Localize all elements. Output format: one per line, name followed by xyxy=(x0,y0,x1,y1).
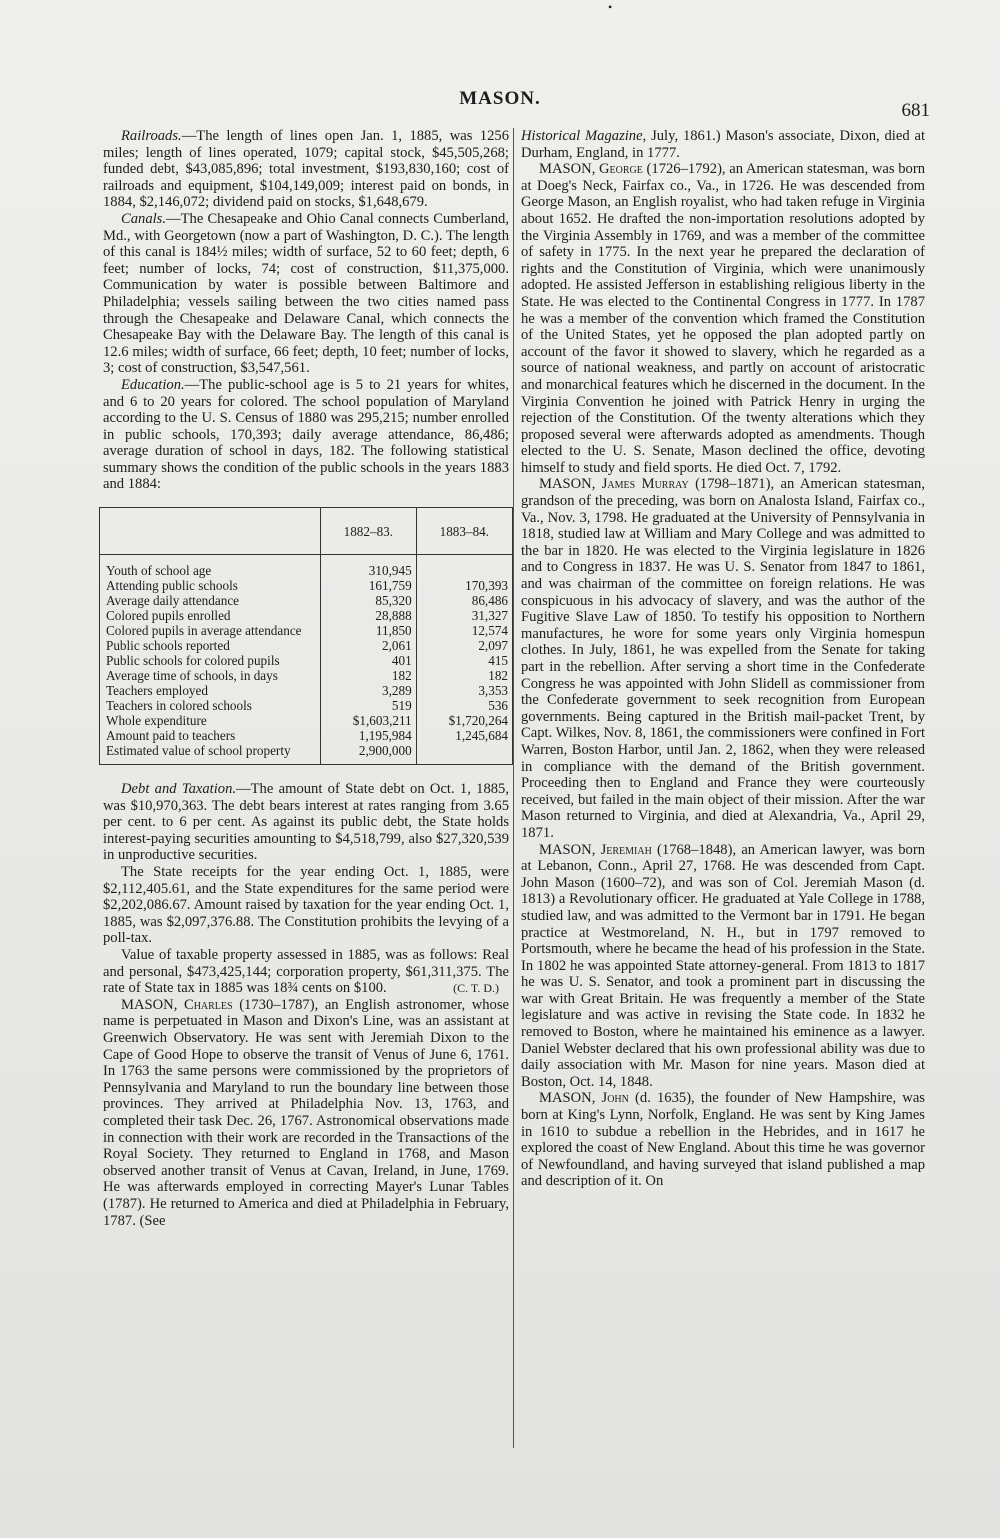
row-label: Amount paid to teachers xyxy=(106,728,236,744)
table-row xyxy=(100,698,513,713)
table-header-cell: 1883–84. xyxy=(416,508,512,555)
table-row xyxy=(100,555,513,579)
row-label: Whole expenditure xyxy=(106,713,207,729)
table-header-cell xyxy=(100,508,321,555)
entry-text: (1726–1792), an American statesman, was born at Doeg's Neck, Fairfax co., Va., in 1726. He was descended from George Mason, an English royalist, who had taken refuge in Virginia about 1652. He drafted the non-importation resolutions adopted by the Virginia Assembly in 1769, and was a member of the committee of safety in 1775. In the next year he prepared the declaration of rights and the Constitution of Virginia, which were unanimously adopted. He assisted Jefferson in establishing religious liberty in the State. He was elected to the Continental Congress in 1777. In 1787 he was a member of the convention which framed the Constitution of the United States, yet he opposed the plan adopted partly on account of the favor it showed to slavery, which he regarded as a source of national weakness, and partly on account of aristocratic and monarchical features which he discerned in the document. In the Virginia Convention he joined with Patrick Henry in urging the rejection of the Constitution. Of the twenty alterations which they proposed several were afterwards adopted as amendments. Though elected to the U. S. Senate, Mason declined the office, devoting himself to study and field sports. He died Oct. 7, 1792. xyxy=(521,161,925,476)
row-value: 3,353 xyxy=(416,683,512,698)
canals-text: —The Chesapeake and Ohio Canal connects Cumberland, Md., with Georgetown (now a part of Washington, D. C.). The length of this canal is 184½ miles; width of surface, 52 to 60 feet; depth, 6 feet; number of locks, 74; cost of construction, $11,375,000. Communication by water is possible between Baltimore and Philadelphia; vessels sailing between the two cities named pass through the Chesapeake and Delaware Canal, which connects the Chesapeake Bay with the Delaware Bay. The length of this canal is 12.6 miles; width of surface, 66 feet; depth, 10 feet; number of locks, 3; cost of construction, $3,547,561. xyxy=(103,210,509,377)
education-paragraph xyxy=(103,377,509,493)
entry-name: MASON, George xyxy=(539,161,643,178)
entry-name: MASON, Charles xyxy=(121,996,233,1013)
row-label: Average time of schools, in days xyxy=(106,668,278,684)
row-value: 11,850 xyxy=(321,623,417,638)
entry-text: (1730–1787), an English astronomer, whose name is perpetuated in Mason and Dixon's Line, was an assistant at Greenwich Observatory. He was sent with Jeremiah Dixon to the Cape of Good Hope to observe the transit of Venus of June 6, 1761. In 1763 the same persons were commissioned by the proprietors of Pennsylvania and Maryland to run the boundary line between those provinces. They arrived at Philadelphia Nov. 13, 1763, and completed their task Dec. 26, 1767. Astronomical observations made in connection with their work are recorded in the Transactions of the Royal Society. They returned to England in 1768, and Mason observed another transit of Venus at Cavan, Ireland, in June, 1769. He was afterwards employed in correcting Mayer's Lunar Tables (1787). He returned to America and died at Philadelphia in February, 1787. (See xyxy=(103,996,510,1229)
column-divider xyxy=(513,128,514,1448)
journal-title: Historical Magazine xyxy=(521,128,643,144)
continuation-text: , July, 1861.) Mason's associate, Dixon, died at Durham, England, in 1777. xyxy=(521,128,925,161)
table-row xyxy=(100,593,513,608)
row-value: 31,327 xyxy=(416,608,512,623)
row-label: Teachers in colored schools xyxy=(106,698,252,714)
entry-text: (d. 1635), the founder of New Hampshire, was born at King's Lynn, Norfolk, England. He was sent by King James in 1610 to subdue a rebellion in the Hebrides, and in 1617 he explored the coast of New England. About this time he was governor of Newfoundland, and having surveyed that island published a map and description of it. On xyxy=(521,1090,925,1190)
row-value: $1,720,264 xyxy=(416,713,512,728)
property-paragraph xyxy=(103,947,509,997)
table-row xyxy=(100,728,513,743)
canals-paragraph xyxy=(103,211,509,377)
debt-text: —The amount of State debt on Oct. 1, 1885, was $10,970,363. The debt bears interest at rates ranging from 3.65 per cent. to 6 per cent. As against its public debt, the State holds interest-paying securities amounting to $4,518,799, also $27,320,539 in unproductive securities. xyxy=(103,781,509,864)
page-number: 681 xyxy=(901,100,930,121)
table-header-row xyxy=(100,508,513,555)
row-value: 182 xyxy=(321,668,417,683)
school-statistics-table xyxy=(99,507,513,765)
row-label: Teachers employed xyxy=(106,683,208,699)
row-value: 86,486 xyxy=(416,593,512,608)
row-value: 2,061 xyxy=(321,638,417,653)
table-row xyxy=(100,608,513,623)
row-label: Colored pupils in average attendance xyxy=(106,623,302,639)
row-value: 2,900,000 xyxy=(321,743,417,765)
row-value xyxy=(416,743,512,765)
row-value: 28,888 xyxy=(321,608,417,623)
john-mason-entry xyxy=(521,1090,925,1190)
entry-text: (1798–1871), an American statesman, grandson of the preceding, was born on Analosta Island, Fairfax co., Va., Nov. 3, 1798. He graduated at the University of Pennsylvania in 1818, studied law at William and Mary College and was admitted to the bar in 1820. He was elected to the Virginia legislature in 1826 and to Congress in 1837. He was U. S. Senator from 1847 to 1861, and was chairman of the committee on foreign relations. He was conspicuous in his advocacy of slavery, and was the author of the Fugitive Slave Law of 1850. To testify his opposition to Northern manufactures, he wore for some years only Virginia homespun clothes. In July, 1861, he was expelled from the Senate for taking part in the rebellion. After serving a short time in the Confederate Congress he was appointed with John Slidell as commissioner from the Confederate government to seek recognition from European governments. Being captured in the British mail-packet Trent, by Capt. Wilkes, Nov. 8, 1861, the commissioners were confined in Fort Warren, Boston Harbor, until Jan. 2, 1862, when they were released in compliance with the demand of the British government. Proceeding then to England and France they were courteously received, but failed in the main object of their mission. After the war Mason returned to Virginia, and died at Alexandria, Va., April 29, 1871. xyxy=(521,476,925,841)
row-value: 12,574 xyxy=(416,623,512,638)
continuation-paragraph xyxy=(521,128,925,161)
entry-name: MASON, James Murray xyxy=(539,476,689,493)
railroads-heading: Railroads. xyxy=(121,128,182,144)
top-mark: • xyxy=(608,0,613,14)
right-column xyxy=(521,128,925,1190)
row-label: Colored pupils enrolled xyxy=(106,608,231,624)
table-row xyxy=(100,623,513,638)
row-value: 536 xyxy=(416,698,512,713)
table-row xyxy=(100,653,513,668)
row-label: Average daily attendance xyxy=(106,593,240,609)
table-row xyxy=(100,683,513,698)
row-label: Attending public schools xyxy=(106,578,238,594)
row-value: 1,245,684 xyxy=(416,728,512,743)
table-row xyxy=(100,578,513,593)
table-row xyxy=(100,743,513,765)
george-mason-entry xyxy=(521,161,925,476)
row-label: Public schools reported xyxy=(106,638,230,654)
row-value xyxy=(416,555,512,579)
entry-name: MASON, Jeremiah xyxy=(539,841,652,858)
row-label: Youth of school age xyxy=(106,563,212,579)
james-mason-entry xyxy=(521,476,925,841)
row-value: 415 xyxy=(416,653,512,668)
table-row xyxy=(100,638,513,653)
charles-mason-entry xyxy=(103,997,509,1229)
property-text: Value of taxable property assessed in 1885, was as follows: Real and personal, $473,425,144; corporation property, $61,311,375. The rate of State tax in 1885 was 18¾ cents on $100. xyxy=(103,947,509,997)
row-value: 519 xyxy=(321,698,417,713)
row-value: 3,289 xyxy=(321,683,417,698)
row-value: 170,393 xyxy=(416,578,512,593)
jeremiah-mason-entry xyxy=(521,842,925,1091)
row-value: 85,320 xyxy=(321,593,417,608)
entry-name: MASON, John xyxy=(539,1090,629,1107)
row-value: 2,097 xyxy=(416,638,512,653)
railroads-paragraph xyxy=(103,128,509,211)
running-head: MASON. xyxy=(459,88,541,109)
row-value: 1,195,984 xyxy=(321,728,417,743)
left-column xyxy=(103,128,509,1229)
canals-heading: Canals. xyxy=(121,210,167,227)
debt-heading: Debt and Taxation. xyxy=(121,781,237,798)
table-row xyxy=(100,668,513,683)
row-value: 401 xyxy=(321,653,417,668)
row-value: 161,759 xyxy=(321,578,417,593)
row-value: $1,603,211 xyxy=(321,713,417,728)
row-value: 310,945 xyxy=(321,555,417,579)
row-label: Public schools for colored pupils xyxy=(106,653,280,669)
table-header-cell: 1882–83. xyxy=(321,508,417,555)
debt-paragraph xyxy=(103,781,509,864)
education-text: —The public-school age is 5 to 21 years for whites, and 6 to 20 years for colored. The school population of Maryland according to the U. S. Census of 1880 was 295,215; number enrolled in public schools, 170,393; daily average attendance, 86,486; average duration of school in days, 182. The following statistical summary shows the condition of the public schools in the years 1883 and 1884: xyxy=(103,376,509,493)
education-heading: Education. xyxy=(121,376,185,393)
entry-text: (1768–1848), an American lawyer, was born at Lebanon, Conn., April 27, 1768. He was descended from Capt. John Mason (1600–72), and was son of Col. Jeremiah Mason (d. 1813) a Revolutionary officer. He graduated at Yale College in 1788, studied law, and was admitted to the Vermont bar in 1791. He began practice at Westmoreland, N. H., but in 1797 removed to Portsmouth, where he became the head of his profession in the State. In 1802 he was appointed State attorney-general. From 1813 to 1817 he was U. S. Senator, and took a prominent part in discussing the war with Great Britain. He was frequently a member of the State legislature and was active in revising the State code. In 1832 he removed to Boston, where he maintained his eminence as a lawyer. Daniel Webster declared that his own professional ability was due to daily association with Mr. Mason for nine years. Mason died at Boston, Oct. 14, 1848. xyxy=(521,841,925,1090)
railroads-text: —The length of lines open Jan. 1, 1885, was 1256 miles; length of lines operated, 1079; capital stock, $45,505,268; funded debt, $43,085,896; total investment, $193,830,160; cost of railroads and equipment, $104,149,009; interest paid on bonds, in 1884, $2,146,072; dividend paid on stocks, $1,648,679. xyxy=(103,128,509,211)
receipts-paragraph: The State receipts for the year ending Oct. 1, 1885, were $2,112,405.61, and the State expenditures for the same period were $2,202,086.67. Amount raised by taxation for the year ending Oct. 1, 1885, was $2,097,376.88. The Constitution prohibits the levying of a poll-tax. xyxy=(103,864,509,947)
table-body xyxy=(100,555,513,765)
table-row xyxy=(100,713,513,728)
author-signature: (C. T. D.) xyxy=(453,981,499,996)
row-value: 182 xyxy=(416,668,512,683)
row-label: Estimated value of school property xyxy=(106,743,291,759)
